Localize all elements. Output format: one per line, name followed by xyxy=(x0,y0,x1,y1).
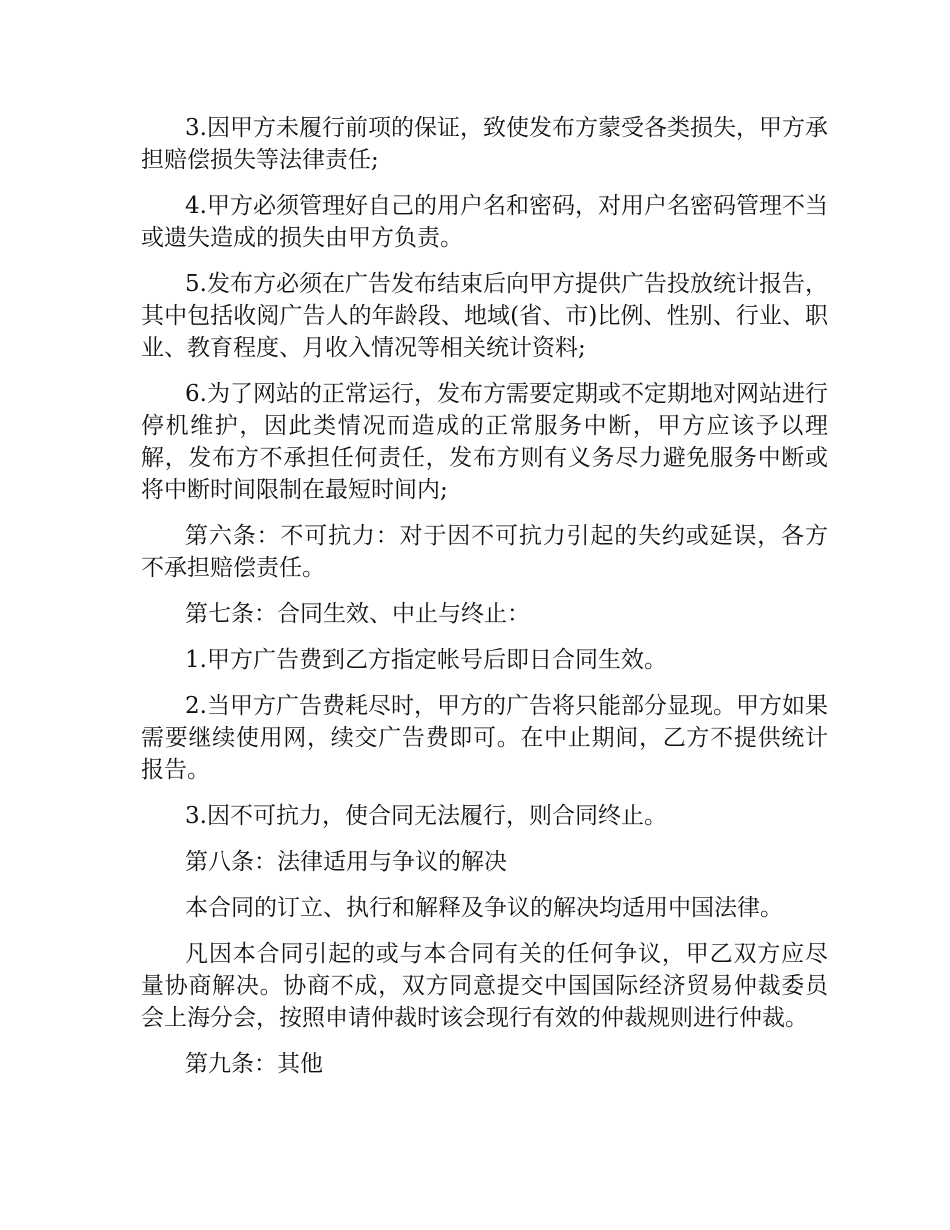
clause-paragraph: 5.发布方必须在广告发布结束后向甲方提供广告投放统计报告，其中包括收阅广告人的年龄段、地域(省、市)比例、性别、行业、职业、教育程度、月收入情况等相关统计资料; xyxy=(141,271,828,361)
clause-paragraph: 凡因本合同引起的或与本合同有关的任何争议，甲乙双方应尽量协商解决。协商不成，双方同意提交中国国际经济贸易仲裁委员会上海分会，按照申请仲裁时该会现行有效的仲裁规则进行仲裁。 xyxy=(141,941,828,1031)
article-heading-other: 第九条：其他 xyxy=(185,1051,323,1077)
clause-paragraph: 6.为了网站的正常运行，发布方需要定期或不定期地对网站进行停机维护，因此类情况而造成的正常服务中断，甲方应该予以理解，发布方不承担任何责任，发布方则有义务尽力避免服务中断或将中断时间限制在最短时间内; xyxy=(141,381,828,503)
article-heading-law-dispute: 第八条：法律适用与争议的解决 xyxy=(185,849,507,875)
clause-paragraph: 3.因不可抗力，使合同无法履行，则合同终止。 xyxy=(185,803,667,829)
clause-paragraph: 4.甲方必须管理好自己的用户名和密码，对用户名密码管理不当或遗失造成的损失由甲方负责。 xyxy=(141,193,828,251)
clause-paragraph: 本合同的订立、执行和解释及争议的解决均适用中国法律。 xyxy=(185,895,783,921)
clause-paragraph: 1.甲方广告费到乙方指定帐号后即日合同生效。 xyxy=(185,647,667,673)
article-heading-effect-termination: 第七条：合同生效、中止与终止： xyxy=(185,601,530,627)
article-heading-force-majeure: 第六条：不可抗力：对于因不可抗力引起的失约或延误，各方不承担赔偿责任。 xyxy=(141,523,828,581)
clause-paragraph: 2.当甲方广告费耗尽时，甲方的广告将只能部分显现。甲方如果需要继续使用网，续交广告费即可。在中止期间，乙方不提供统计报告。 xyxy=(141,693,828,783)
clause-paragraph: 3.因甲方未履行前项的保证，致使发布方蒙受各类损失，甲方承担赔偿损失等法律责任; xyxy=(141,115,828,173)
